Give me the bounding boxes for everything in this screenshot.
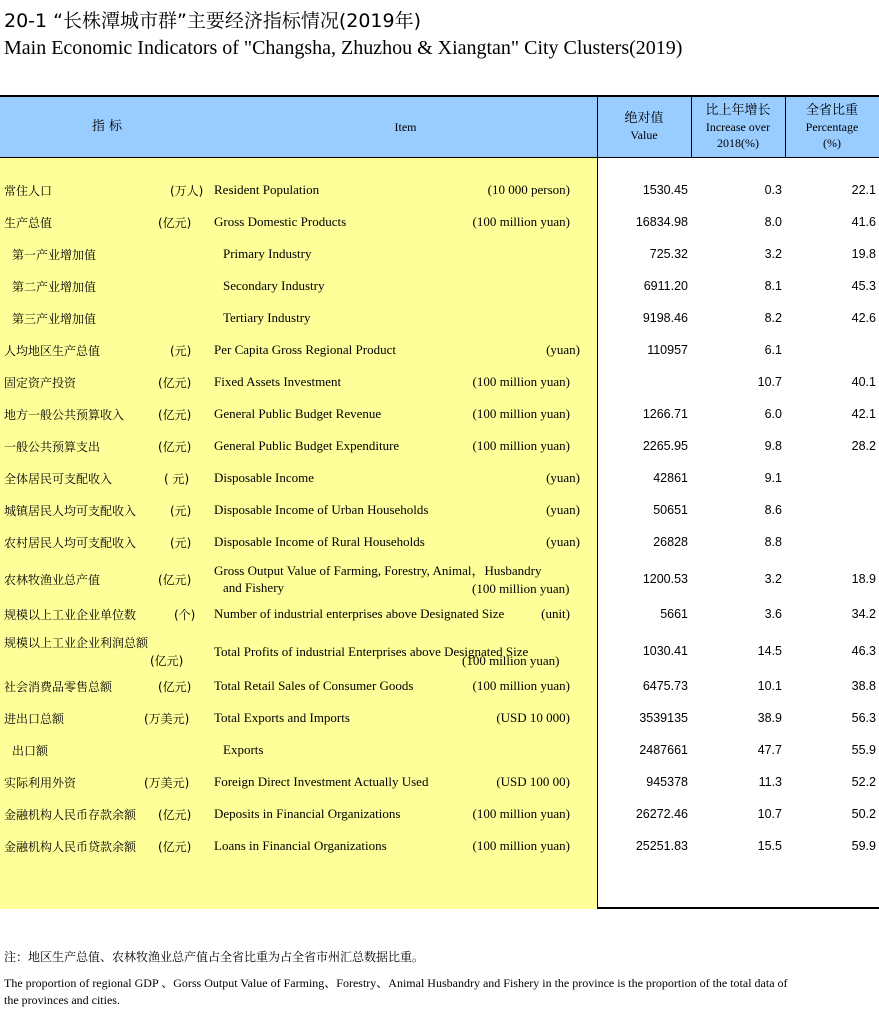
indicator-unit-cn: (个) — [174, 607, 196, 622]
indicator-unit-cn: (亿元) — [158, 215, 192, 230]
table-row — [0, 462, 879, 494]
indicator-unit-cn: (亿元) — [158, 439, 192, 454]
increase-cell: 8.6 — [764, 503, 782, 517]
indicator-name-cn: 第三产业增加值 — [12, 311, 97, 326]
indicator-unit-en: (100 million yuan) — [472, 214, 570, 229]
value-cell: 26828 — [653, 535, 688, 549]
share-cell: 50.2 — [851, 807, 876, 821]
increase-cell: 8.2 — [764, 311, 782, 325]
increase-cell: 3.2 — [764, 247, 782, 261]
indicator-name-en: Disposable Income — [214, 470, 315, 485]
indicator-unit-en: (yuan) — [546, 502, 580, 517]
table-row — [0, 238, 879, 270]
header-increase — [691, 97, 785, 157]
value-cell: 1200.53 — [642, 572, 688, 586]
header-increase-cn: 比上年增长 — [705, 103, 771, 118]
header-value — [597, 97, 691, 157]
indicator-name-en: Exports — [223, 742, 264, 757]
table-header — [0, 97, 879, 158]
indicator-unit-cn: (亿元) — [158, 572, 192, 587]
indicator-unit-cn: (亿元) — [158, 807, 192, 822]
indicator-unit-cn: (元) — [170, 503, 192, 518]
value-cell: 2265.95 — [642, 439, 688, 453]
header-value-cn: 绝对值 — [624, 111, 664, 126]
table-row — [0, 526, 879, 558]
value-cell: 725.32 — [649, 247, 688, 261]
indicator-name-en: Foreign Direct Investment Actually Used — [214, 774, 429, 789]
share-cell: 19.8 — [851, 247, 876, 261]
table-row — [0, 766, 879, 798]
indicator-unit-en: (yuan) — [546, 342, 580, 357]
increase-cell: 47.7 — [757, 743, 782, 757]
indicator-unit-cn: (万美元) — [144, 775, 190, 790]
share-cell: 59.9 — [851, 839, 876, 853]
table-row — [0, 430, 879, 462]
header-percentage-en: Percentage — [805, 120, 859, 134]
table-row — [0, 174, 879, 206]
footnote-en: The proportion of regional GDP 、Gorss Output Value of Farming、Forestry、Animal Husbandry and Fishery in the province is the proportion of the total data of the provinces and cities. — [4, 976, 788, 1007]
share-cell: 38.8 — [851, 679, 876, 693]
indicator-unit-en: (100 million yuan) — [472, 374, 570, 389]
value-cell: 2487661 — [639, 743, 688, 757]
value-cell: 1530.45 — [642, 183, 688, 197]
value-cell: 6911.20 — [643, 279, 688, 293]
increase-cell: 15.5 — [757, 839, 782, 853]
indicator-name-en-line1: Gross Output Value of Farming, Forestry, Animal，Husbandry — [214, 563, 542, 578]
indicator-unit-en: (100 million yuan) — [472, 838, 570, 853]
indicator-name-en-line1: Total Profits of industrial Enterprises above Designated Size — [214, 643, 529, 659]
indicator-name-cn: 金融机构人民币存款余额 — [4, 807, 137, 822]
indicator-name-cn: 农林牧渔业总产值 — [4, 572, 101, 587]
increase-cell: 8.8 — [764, 535, 782, 549]
indicator-name-cn: 城镇居民人均可支配收入 — [4, 503, 137, 518]
table-row — [0, 302, 879, 334]
header-indicator — [0, 97, 214, 157]
increase-cell: 38.9 — [757, 711, 782, 725]
indicator-name-cn: 出口额 — [12, 743, 49, 758]
share-cell: 18.9 — [851, 572, 876, 586]
table-row — [0, 494, 879, 526]
share-cell: 42.1 — [851, 407, 876, 421]
indicator-unit-cn: (亿元) — [150, 654, 184, 668]
share-cell: 28.2 — [851, 439, 876, 453]
indicator-unit-en: (10 000 person) — [487, 182, 570, 197]
indicator-name-en: Primary Industry — [223, 246, 312, 261]
increase-cell: 10.7 — [757, 807, 782, 821]
indicator-name-cn: 一般公共预算支出 — [4, 439, 101, 454]
share-cell — [786, 462, 876, 494]
share-cell — [786, 334, 876, 366]
increase-cell: 3.2 — [764, 572, 782, 586]
indicator-unit-en: (100 million yuan) — [472, 581, 570, 596]
share-cell: 52.2 — [851, 775, 876, 789]
share-cell: 55.9 — [851, 743, 876, 757]
indicator-name-cn: 规模以上工业企业利润总额 — [4, 636, 149, 650]
increase-cell: 3.6 — [764, 607, 782, 621]
indicator-name-cn: 全体居民可支配收入 — [4, 471, 113, 486]
header-percentage-en2: (%) — [823, 136, 841, 150]
indicators-table — [0, 95, 879, 909]
value-cell: 5661 — [660, 607, 688, 621]
indicator-name-cn: 农村居民人均可支配收入 — [4, 535, 137, 550]
increase-cell: 9.8 — [764, 439, 782, 453]
table-row — [0, 633, 879, 669]
header-percentage — [785, 97, 879, 157]
indicator-unit-en: (unit) — [541, 606, 570, 621]
indicator-unit-en: (100 million yuan) — [472, 438, 570, 453]
share-cell: 22.1 — [851, 183, 876, 197]
indicator-name-cn: 常住人口 — [4, 183, 53, 198]
page-title-cn: 20-1 “长株潭城市群”主要经济指标情况(2019年) — [4, 10, 422, 32]
table-row — [0, 366, 879, 398]
indicator-name-cn: 社会消费品零售总额 — [4, 679, 113, 694]
indicator-name-cn: 实际利用外资 — [4, 775, 77, 790]
indicator-name-en: Total Retail Sales of Consumer Goods — [214, 678, 414, 693]
indicator-name-en: Gross Domestic Products — [214, 214, 347, 229]
indicator-unit-en: (yuan) — [546, 470, 580, 485]
value-cell: 50651 — [653, 503, 688, 517]
header-divider — [597, 97, 598, 157]
table-row — [0, 830, 879, 862]
indicator-unit-en: (USD 10 000) — [496, 710, 570, 725]
indicator-unit-cn: (万美元) — [144, 711, 190, 726]
indicator-name-cn: 地方一般公共预算收入 — [4, 407, 125, 422]
value-cell: 25251.83 — [635, 839, 688, 853]
value-cell: 945378 — [646, 775, 688, 789]
indicator-name-en: Disposable Income of Urban Households — [214, 502, 429, 517]
value-cell: 16834.98 — [635, 215, 688, 229]
indicator-unit-cn: (元) — [170, 343, 192, 358]
increase-cell: 11.3 — [758, 775, 782, 789]
indicator-name-cn: 进出口总额 — [4, 711, 65, 726]
increase-cell: 9.1 — [764, 471, 782, 485]
indicator-name-en: Per Capita Gross Regional Product — [214, 342, 396, 357]
indicator-name-en: Resident Population — [214, 182, 320, 197]
table-row — [0, 702, 879, 734]
indicator-name-cn: 固定资产投资 — [4, 375, 77, 390]
header-divider — [785, 97, 786, 157]
table-row — [0, 206, 879, 238]
value-cell: 1030.41 — [642, 644, 688, 658]
indicator-unit-cn: (亿元) — [158, 375, 192, 390]
indicator-unit-en: (100 million yuan) — [472, 678, 570, 693]
value-cell: 1266.71 — [642, 407, 688, 421]
value-cell: 3539135 — [639, 711, 688, 725]
value-cell: 9198.46 — [642, 311, 688, 325]
indicator-unit-en: (100 million yuan) — [472, 806, 570, 821]
indicator-name-en: Loans in Financial Organizations — [214, 838, 387, 853]
share-cell: 34.2 — [851, 607, 876, 621]
header-increase-en2: 2018(%) — [717, 136, 759, 150]
indicator-unit-cn: (亿元) — [158, 407, 192, 422]
indicator-unit-en: (100 million yuan) — [472, 406, 570, 421]
header-divider — [691, 97, 692, 157]
indicator-name-en-line2: and Fishery — [223, 580, 285, 595]
increase-cell: 0.3 — [764, 183, 782, 197]
indicator-unit-cn: ( 元) — [164, 471, 190, 486]
header-increase-en1: Increase over — [705, 120, 771, 134]
increase-cell: 14.5 — [757, 644, 782, 658]
table-row — [0, 334, 879, 366]
share-cell: 42.6 — [851, 311, 876, 325]
value-cell — [600, 366, 688, 398]
indicator-name-en: Fixed Assets Investment — [214, 374, 342, 389]
indicator-name-en: Secondary Industry — [223, 278, 325, 293]
indicator-name-cn: 人均地区生产总值 — [4, 343, 101, 358]
increase-cell: 8.1 — [764, 279, 782, 293]
value-cell: 110957 — [647, 343, 688, 357]
indicator-unit-en: (USD 100 00) — [496, 774, 570, 789]
indicator-unit-cn: (万人) — [170, 183, 204, 198]
table-row — [0, 598, 879, 630]
value-cell: 26272.46 — [635, 807, 688, 821]
indicator-name-en: General Public Budget Expenditure — [214, 438, 400, 453]
table-row — [0, 561, 879, 597]
share-cell: 56.3 — [851, 711, 876, 725]
indicator-unit-cn: (元) — [170, 535, 192, 550]
indicator-name-cn: 生产总值 — [4, 215, 53, 230]
indicator-name-en: Number of industrial enterprises above Designated Size — [214, 606, 505, 621]
table-row — [0, 398, 879, 430]
increase-cell: 6.0 — [764, 407, 782, 421]
header-percentage-cn: 全省比重 — [805, 103, 858, 118]
increase-cell: 6.1 — [764, 343, 782, 357]
indicator-name-en: Tertiary Industry — [223, 310, 311, 325]
share-cell: 40.1 — [851, 375, 876, 389]
table-row — [0, 798, 879, 830]
indicator-unit-cn: (亿元) — [158, 839, 192, 854]
header-indicator-label: 指 标 — [91, 119, 123, 134]
indicator-name-en: Total Exports and Imports — [214, 710, 350, 725]
indicator-unit-cn: (亿元) — [158, 679, 192, 694]
indicator-unit-en: (yuan) — [546, 534, 580, 549]
share-cell: 46.3 — [851, 644, 876, 658]
indicator-name-en: Deposits in Financial Organizations — [214, 806, 401, 821]
share-cell — [786, 526, 876, 558]
table-row — [0, 270, 879, 302]
header-item-label: Item — [394, 120, 417, 134]
share-cell: 45.3 — [851, 279, 876, 293]
indicator-name-en: Disposable Income of Rural Households — [214, 534, 425, 549]
table-row — [0, 734, 879, 766]
increase-cell: 8.0 — [764, 215, 782, 229]
table-row — [0, 670, 879, 702]
value-cell: 6475.73 — [642, 679, 688, 693]
page-title-en: Main Economic Indicators of "Changsha, Zhuzhou & Xiangtan" City Clusters(2019) — [4, 37, 683, 59]
value-cell: 42861 — [653, 471, 688, 485]
increase-cell: 10.7 — [757, 375, 782, 389]
indicator-name-cn: 规模以上工业企业单位数 — [4, 607, 137, 622]
share-cell: 41.6 — [851, 215, 876, 229]
increase-cell: 10.1 — [757, 679, 782, 693]
indicator-name-cn: 第一产业增加值 — [12, 247, 97, 262]
indicator-name-en: General Public Budget Revenue — [214, 406, 382, 421]
share-cell — [786, 494, 876, 526]
indicator-unit-en: (100 million yuan) — [462, 653, 560, 668]
header-item — [214, 97, 597, 157]
footnote-cn: 注：地区生产总值、农林牧渔业总产值占全省比重为占全省市州汇总数据比重。 — [4, 950, 425, 964]
indicator-name-cn: 第二产业增加值 — [12, 279, 97, 294]
header-value-en: Value — [630, 128, 658, 142]
indicator-name-cn: 金融机构人民币贷款余额 — [4, 839, 137, 854]
